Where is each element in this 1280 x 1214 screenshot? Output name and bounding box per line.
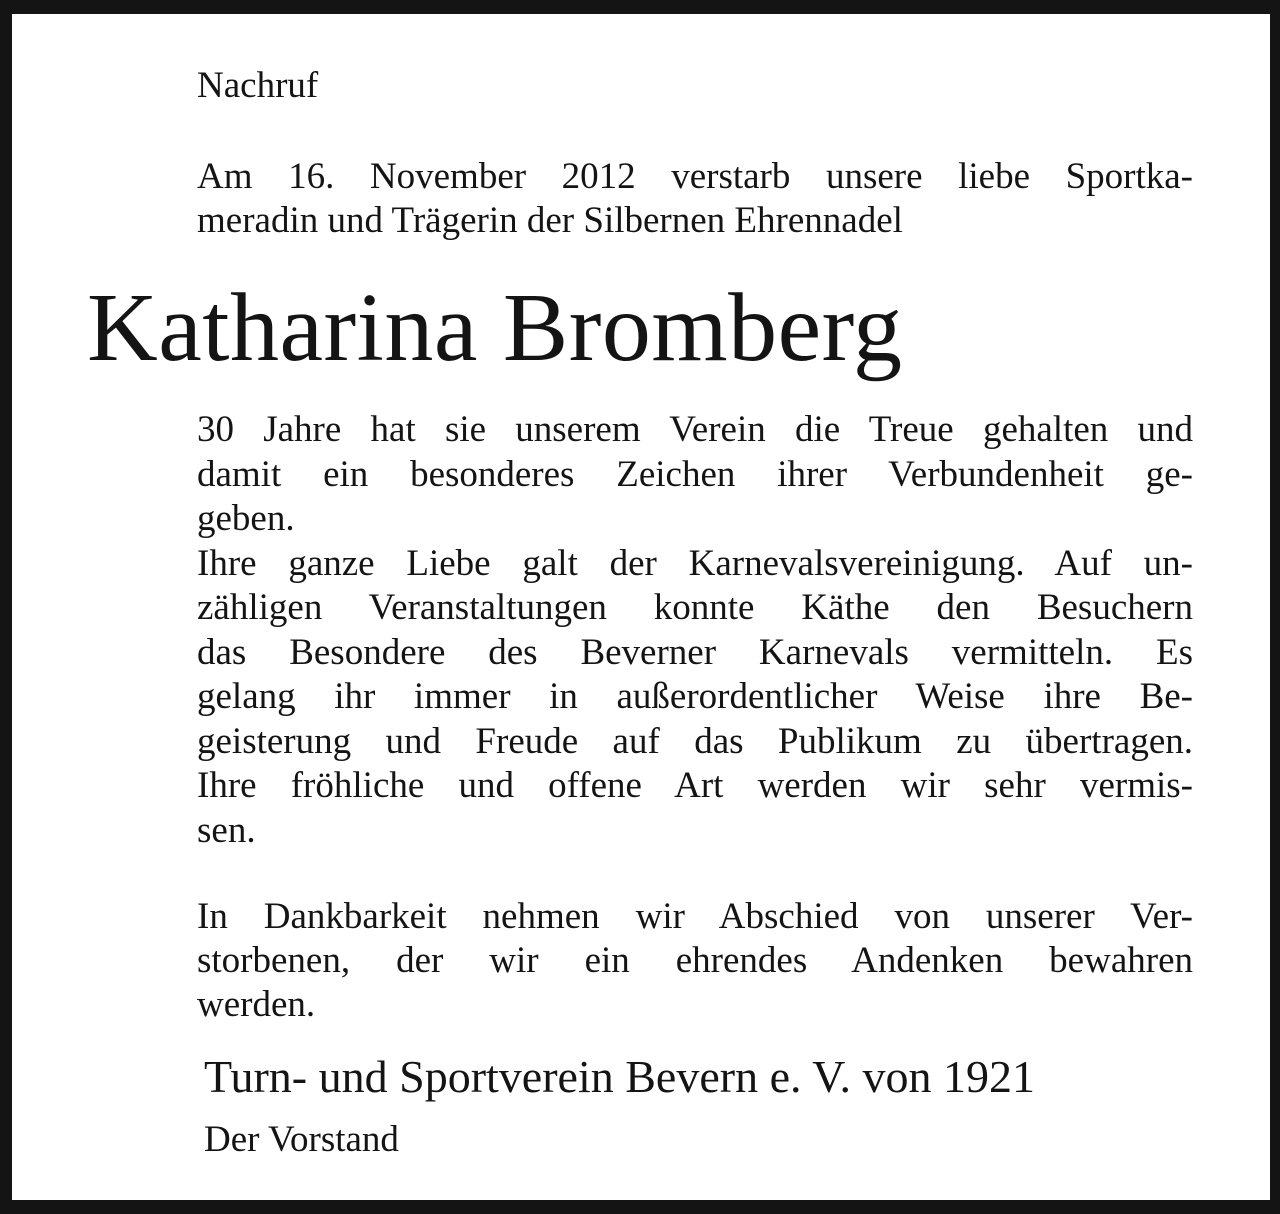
body-line: Ihre ganze Liebe galt der Karnevalsvereinigung. Auf un- — [197, 542, 1193, 584]
closing-line: werden. — [197, 984, 316, 1025]
body-line: geben. — [197, 498, 295, 539]
body-line: geisterung und Freude auf das Publikum zu übertragen. — [197, 720, 1193, 762]
intro-paragraph — [197, 155, 1193, 243]
body-paragraph — [197, 408, 1193, 853]
intro-line: meradin und Trägerin der Silbernen Ehrennadel — [197, 200, 903, 241]
club-name: Turn- und Sportverein Bevern e. V. von 1921 — [204, 1051, 1035, 1102]
body-line: Ihre fröhliche und offene Art werden wir sehr vermis- — [197, 765, 1193, 806]
body-line: gelang ihr immer in außerordentlicher Weise ihre Be- — [197, 676, 1193, 717]
closing-line: In Dankbarkeit nehmen wir Abschied von unserer Ver- — [197, 896, 1193, 937]
closing-line: storbenen, der wir ein ehrendes Andenken bewahren — [197, 940, 1193, 981]
deceased-name: Katharina Bromberg — [87, 274, 903, 382]
body-line: damit ein besonderes Zeichen ihrer Verbundenheit ge- — [197, 453, 1193, 495]
board-signature: Der Vorstand — [204, 1119, 399, 1160]
body-line: zähligen Veranstaltungen konnte Käthe den Besuchern — [197, 587, 1193, 628]
body-line: sen. — [197, 809, 256, 851]
body-line: das Besondere des Beverner Karnevals vermitteln. Es — [197, 631, 1193, 673]
intro-line: Am 16. November 2012 verstarb unsere liebe Sportka- — [197, 156, 1193, 197]
body-line: 30 Jahre hat sie unserem Verein die Treue gehalten und — [197, 409, 1193, 450]
notice-heading: Nachruf — [197, 65, 319, 106]
closing-paragraph — [197, 895, 1193, 1027]
